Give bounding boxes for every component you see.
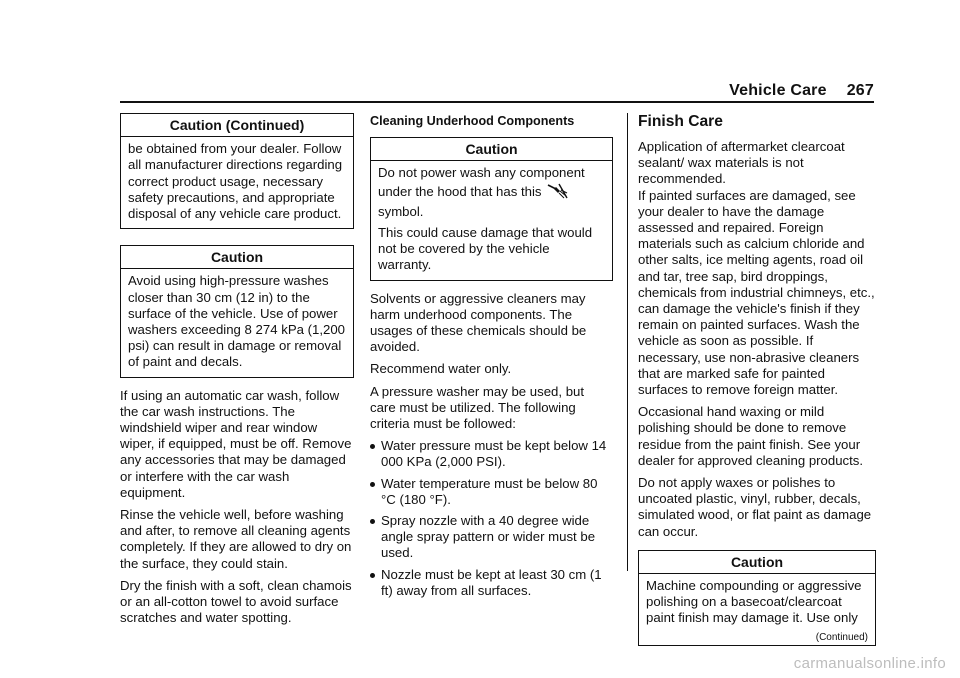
bullet-icon (370, 444, 375, 449)
bullet-icon (370, 573, 375, 578)
caution-text: be obtained from your dealer. Follow all manufacturer directions regarding correct product usage, necessary safety precautions, and appropriate disposal of any vehicle care product. (128, 141, 343, 222)
criteria-list (370, 438, 613, 599)
list-item-text: Spray nozzle with a 40 degree wide angle spray pattern or wider must be used. (381, 513, 596, 561)
caution-text-with-symbol (378, 165, 605, 220)
caution-body (121, 137, 353, 228)
caution-text: Machine compounding or aggressive polishing on a basecoat/clearcoat paint finish may damage it. Use only (646, 578, 862, 626)
caution-title: Caution (371, 138, 612, 161)
paragraph: A pressure washer may be used, but care must be utilized. The following criteria must be followed: (370, 383, 585, 432)
column-2 (370, 113, 613, 605)
caution-body (639, 574, 875, 645)
caution-box-finish (638, 550, 876, 646)
header-rule (120, 101, 874, 103)
watermark: carmanualsonline.info (793, 655, 946, 672)
caution-box-continued (120, 113, 354, 229)
caution-title: Caution (Continued) (121, 114, 353, 137)
bullet-icon (370, 519, 375, 524)
paragraph: Dry the finish with a soft, clean chamois or an all-cotton towel to avoid surface scratches and water spotting. (120, 577, 352, 626)
list-item (370, 513, 613, 562)
caution-text-after-symbol: symbol. (378, 203, 424, 219)
subheading: Cleaning Underhood Components (370, 114, 575, 128)
header-section-title: Vehicle Care (729, 82, 827, 99)
section-title: Finish Care (638, 113, 723, 130)
column-3 (638, 113, 876, 652)
page-number: 267 (846, 82, 874, 99)
no-power-wash-symbol-icon (547, 182, 569, 204)
caution-title: Caution (639, 551, 875, 574)
caution-body (121, 269, 353, 376)
paragraph: Solvents or aggressive cleaners may harm underhood components. The usages of these chemicals should be avoided. (370, 290, 587, 355)
column-divider (627, 113, 628, 571)
caution-body (371, 161, 612, 279)
caution-box-underhood (370, 137, 613, 280)
caution-title: Caution (121, 246, 353, 269)
paragraph: Rinse the vehicle well, before washing and after, to remove all cleaning agents completely. If they are allowed to dry on the surface, they could stain. (120, 507, 352, 571)
paragraph: Occasional hand waxing or mild polishing should be done to remove residue from the paint finish. See your dealer for approved cleaning products. (638, 404, 864, 468)
paragraph: Application of aftermarket clearcoat sealant/ wax materials is not recommended. (638, 139, 845, 187)
list-item (370, 476, 613, 508)
page-header (0, 82, 874, 100)
list-item-text: Nozzle must be kept at least 30 cm (1 ft) away from all surfaces. (381, 566, 602, 598)
caution-text-before-symbol: Do not power wash any component under the hood that has this (378, 165, 585, 199)
bullet-icon (370, 482, 375, 487)
caution-text: This could cause damage that would not be covered by the vehicle warranty. (378, 225, 593, 273)
paragraph: Do not apply waxes or polishes to uncoated plastic, vinyl, rubber, decals, simulated wood, or flat paint as damage can occur. (638, 475, 872, 539)
caution-text: Avoid using high-pressure washes closer than 30 cm (12 in) to the surface of the vehicle. Use of power washers exceeding 8 274 kPa (1,200 psi) can result in damage or removal of paint and decals. (128, 273, 346, 370)
caution-box-pressure (120, 245, 354, 377)
list-item-text: Water pressure must be kept below 14 000 KPa (2,000 PSI). (381, 438, 607, 470)
list-item (370, 567, 613, 599)
paragraph: If painted surfaces are damaged, see your dealer to have the damage assessed and repaired. Foreign materials such as calcium chloride and other salts, ice melting agents, road oil and tar, tree sap, bird droppings, chemicals from industrial chimneys, etc., can damage the vehicle's finish if they remain on painted surfaces. Wash the vehicle as soon as possible. If necessary, use non-abrasive cleaners that are marked safe for painted surfaces to remove foreign matter. (638, 187, 875, 398)
paragraph: If using an automatic car wash, follow the car wash instructions. The windshield wiper and rear window wiper, if equipped, must be off. Remove any accessories that may be damaged or interfere with the car wash equipment. (120, 387, 352, 500)
column-1 (120, 113, 354, 632)
list-item (370, 438, 613, 470)
list-item-text: Water temperature must be below 80 °C (180 °F). (381, 475, 598, 507)
paragraph: Recommend water only. (370, 361, 512, 377)
continued-label: (Continued) (815, 631, 868, 643)
